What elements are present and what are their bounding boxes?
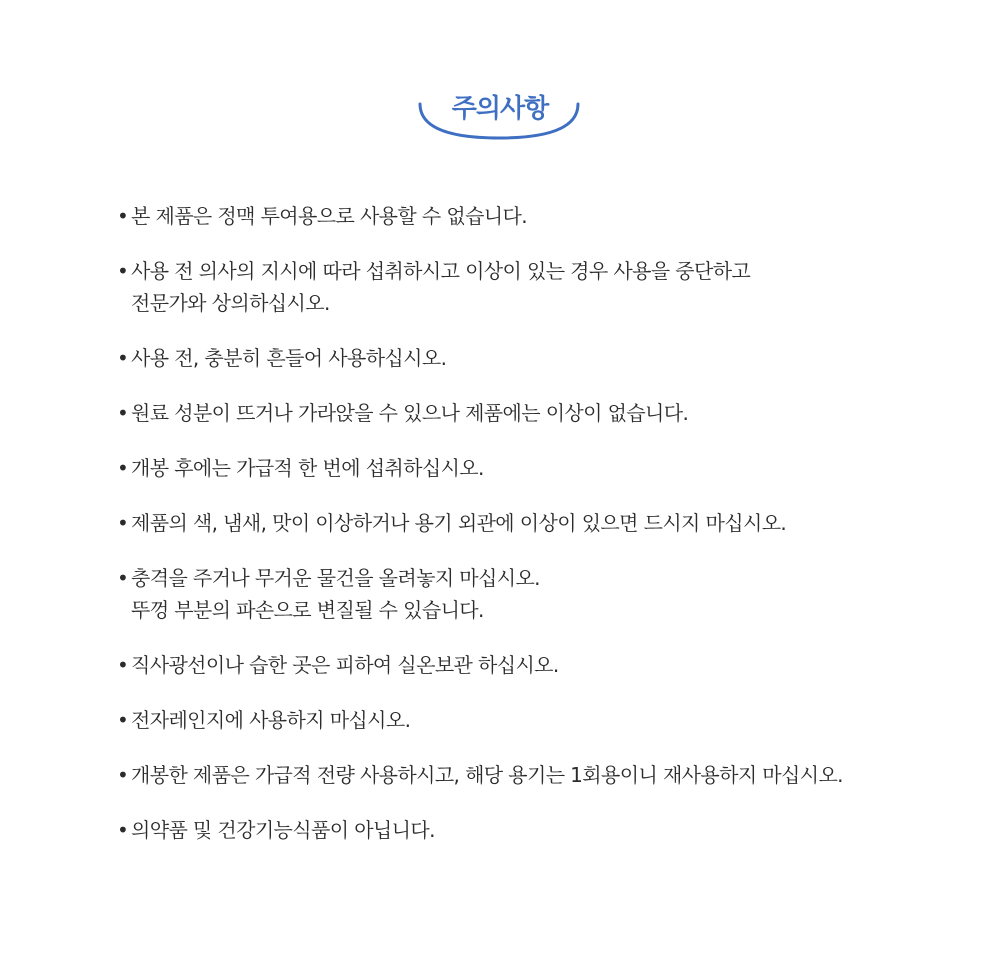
bullet-icon: • xyxy=(117,259,129,283)
notice-text: 원료 성분이 뜨거나 가라앉을 수 있으나 제품에는 이상이 없습니다. xyxy=(131,401,689,425)
notice-text: 사용 전, 충분히 흔들어 사용하십시오. xyxy=(131,346,447,370)
notice-item xyxy=(117,452,987,484)
bullet-icon: • xyxy=(117,763,129,787)
notice-text: 본 제품은 정맥 투여용으로 사용할 수 없습니다. xyxy=(131,204,527,228)
notice-item xyxy=(117,255,987,319)
notice-item xyxy=(117,507,987,539)
bullet-icon: • xyxy=(117,204,129,228)
bullet-icon: • xyxy=(117,653,129,677)
bullet-icon: • xyxy=(117,708,129,732)
notice-item xyxy=(117,759,987,791)
notice-item xyxy=(117,562,987,626)
bullet-icon: • xyxy=(117,511,129,535)
notice-text: 의약품 및 건강기능식품이 아닙니다. xyxy=(131,818,435,842)
bullet-icon: • xyxy=(117,456,129,480)
bullet-icon: • xyxy=(117,818,129,842)
notice-list xyxy=(117,200,987,869)
notice-text: 뚜껑 부분의 파손으로 변질될 수 있습니다. xyxy=(131,598,484,622)
bullet-icon: • xyxy=(117,566,129,590)
bullet-icon: • xyxy=(117,401,129,425)
notice-item xyxy=(117,704,987,736)
notice-text: 제품의 색, 냄새, 맛이 이상하거나 용기 외관에 이상이 있으면 드시지 마십시오. xyxy=(131,511,787,535)
notice-text: 직사광선이나 습한 곳은 피하여 실온보관 하십시오. xyxy=(131,653,559,677)
page-title: 주의사항 xyxy=(451,94,549,124)
bullet-icon: • xyxy=(117,346,129,370)
notice-item xyxy=(117,649,987,681)
notice-item xyxy=(117,814,987,846)
notice-item xyxy=(117,200,987,232)
notice-text: 충격을 주거나 무거운 물건을 올려놓지 마십시오. xyxy=(131,566,540,590)
title-underline-arc xyxy=(416,100,582,142)
notice-text: 개봉한 제품은 가급적 전량 사용하시고, 해당 용기는 1회용이니 재사용하지 마십시오. xyxy=(131,763,843,787)
notice-item xyxy=(117,342,987,374)
notice-text: 사용 전 의사의 지시에 따라 섭취하시고 이상이 있는 경우 사용을 중단하고 xyxy=(131,259,751,283)
notice-text: 전문가와 상의하십시오. xyxy=(131,291,330,315)
notice-text: 개봉 후에는 가급적 한 번에 섭취하십시오. xyxy=(131,456,484,480)
section-header xyxy=(0,80,1000,150)
notice-text: 전자레인지에 사용하지 마십시오. xyxy=(131,708,411,732)
notice-item xyxy=(117,397,987,429)
